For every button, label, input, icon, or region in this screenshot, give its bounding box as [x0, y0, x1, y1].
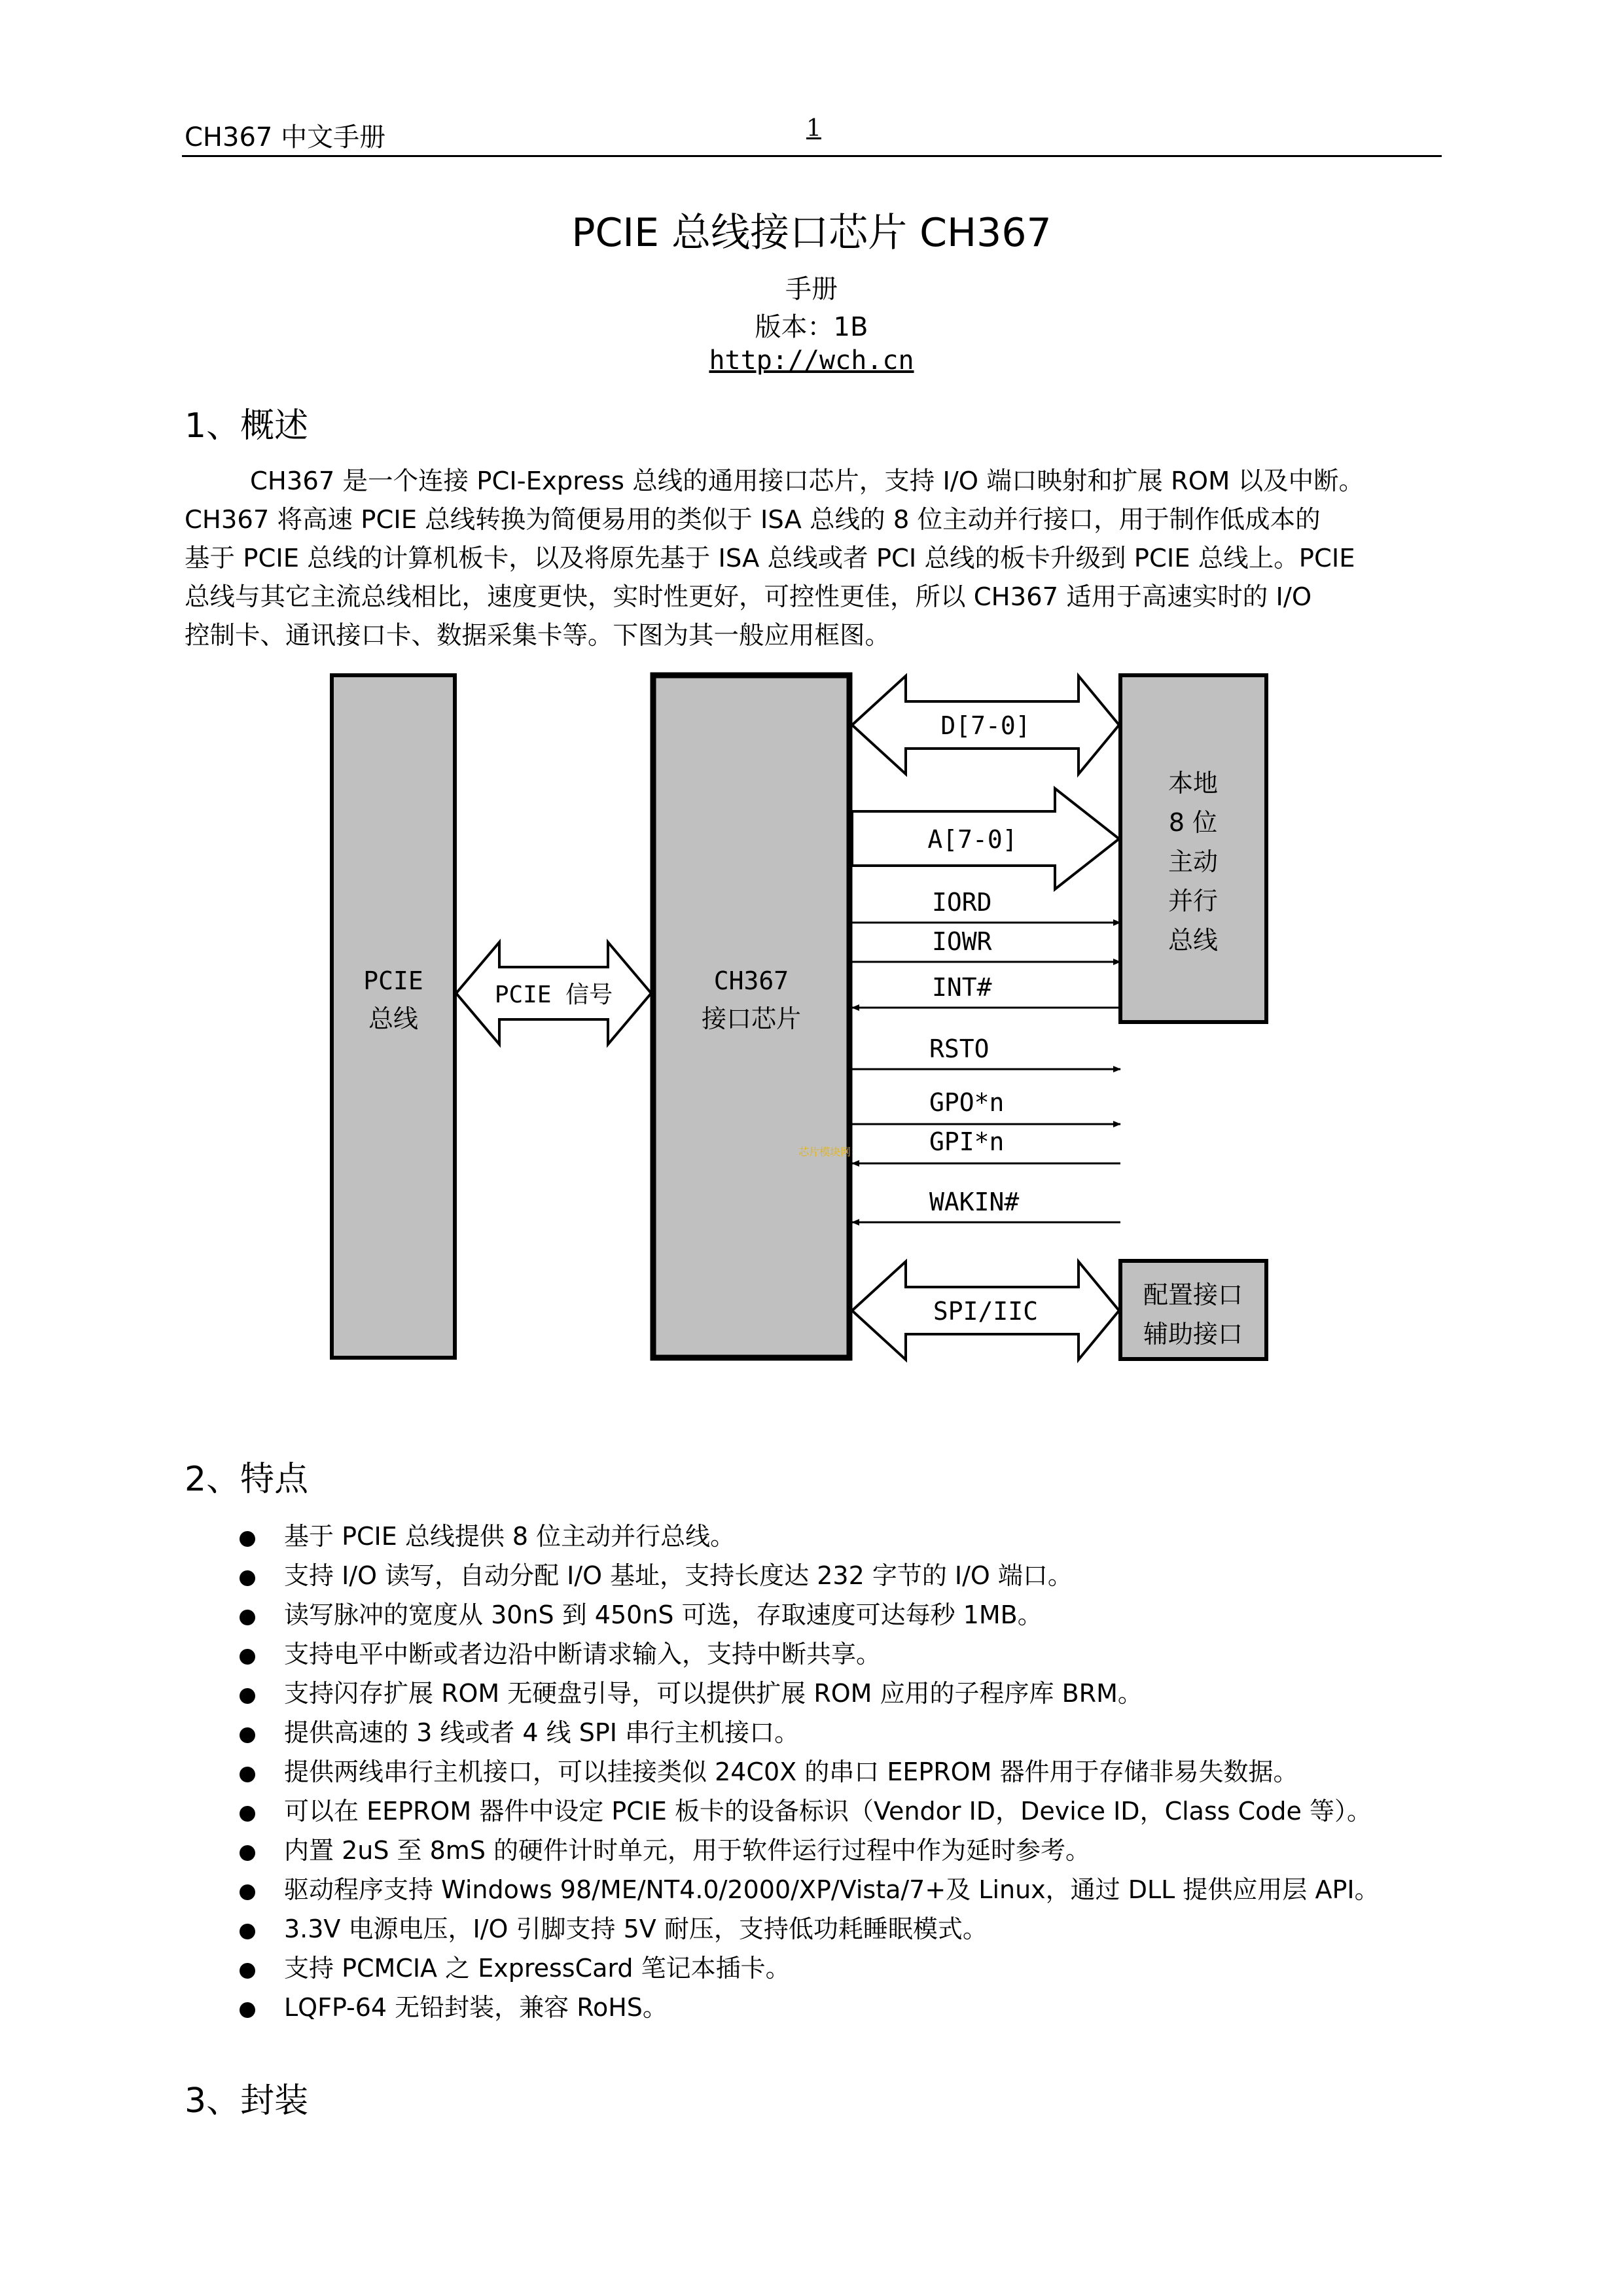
paragraph-line: 基于 PCIE 总线的计算机板卡，以及将原先基于 ISA 总线或者 PCI 总线的板卡升级到 PCIE 总线上。PCIE	[185, 544, 1355, 573]
gpo-label: GPO*n	[929, 1088, 1005, 1117]
paragraph-line: 总线与其它主流总线相比，速度更快，实时性更好，可控性更佳，所以 CH367 适用于高速实时的 I/O	[185, 582, 1312, 612]
feature-item: 驱动程序支持 Windows 98/ME/NT4.0/2000/XP/Vista/7+及 Linux，通过 DLL 提供应用层 API。	[236, 1870, 1380, 1909]
feature-item: 支持 PCMCIA 之 ExpressCard 笔记本插卡。	[236, 1949, 1380, 1988]
section-3-heading: 3、封装	[185, 2081, 309, 2121]
local-bus-label-2: 8 位	[1168, 808, 1218, 837]
bullet-icon	[240, 1727, 255, 1743]
section-2-heading: 2、特点	[185, 1460, 309, 1499]
config-label-1: 配置接口	[1143, 1280, 1243, 1309]
feature-item: 可以在 EEPROM 器件中设定 PCIE 板卡的设备标识（Vendor ID，Device ID，Class Code 等）。	[236, 1792, 1380, 1831]
pcie-bus-label-2: 总线	[368, 1004, 419, 1033]
local-bus-label-1: 本地	[1168, 769, 1219, 798]
local-bus-label-4: 并行	[1168, 887, 1219, 915]
iowr-label: IOWR	[932, 927, 992, 956]
document-title: PCIE 总线接口芯片 CH367	[571, 210, 1052, 256]
gpi-label: GPI*n	[929, 1127, 1005, 1156]
pcie-bus-label-1: PCIE	[363, 966, 423, 995]
feature-item: 支持电平中断或者边沿中断请求输入，支持中断共享。	[236, 1634, 1380, 1674]
rsto-label: RSTO	[929, 1034, 990, 1063]
paragraph-line: CH367 将高速 PCIE 总线转换为简便易用的类似于 ISA 总线的 8 位主动并行接口，用于制作低成本的	[185, 505, 1321, 535]
feature-item: 读写脉冲的宽度从 30nS 到 450nS 可选，存取速度可达每秒 1MB。	[236, 1595, 1380, 1634]
document-version: 版本：1B	[755, 312, 868, 342]
document-subtitle: 手册	[785, 274, 838, 304]
bullet-icon	[240, 1963, 255, 1979]
config-label-2: 辅助接口	[1143, 1320, 1243, 1349]
bullet-icon	[240, 1884, 255, 1900]
bullet-icon	[240, 1845, 255, 1861]
feature-item: LQFP-64 无铅封装，兼容 RoHS。	[236, 1988, 1380, 2027]
data-bus-label: D[7-0]	[940, 711, 1031, 740]
local-bus-label-3: 主动	[1168, 847, 1219, 876]
feature-item: 支持闪存扩展 ROM 无硬盘引导，可以提供扩展 ROM 应用的子程序库 BRM。	[236, 1674, 1380, 1713]
local-bus-label-5: 总线	[1168, 926, 1219, 955]
feature-item: 提供两线串行主机接口，可以挂接类似 24C0X 的串口 EEPROM 器件用于存储非易失数据。	[236, 1752, 1380, 1792]
feature-item: 内置 2uS 至 8mS 的硬件计时单元，用于软件运行过程中作为延时参考。	[236, 1831, 1380, 1870]
bullet-icon	[240, 1531, 255, 1547]
feature-item: 提供高速的 3 线或者 4 线 SPI 串行主机接口。	[236, 1713, 1380, 1752]
bullet-icon	[240, 2002, 255, 2018]
feature-item: 3.3V 电源电压，I/O 引脚支持 5V 耐压，支持低功耗睡眠模式。	[236, 1909, 1380, 1949]
paragraph-line: 控制卡、通讯接口卡、数据采集卡等。下图为其一般应用框图。	[185, 621, 891, 650]
bullet-icon	[240, 1688, 255, 1704]
feature-item: 基于 PCIE 总线提供 8 位主动并行总线。	[236, 1517, 1380, 1556]
chip-label-2: 接口芯片	[701, 1004, 802, 1033]
feature-list	[236, 1517, 1380, 2027]
pcie-signal-label: PCIE 信号	[494, 981, 613, 1008]
bullet-icon	[240, 1924, 255, 1939]
bullet-icon	[240, 1806, 255, 1822]
address-bus-label: A[7-0]	[927, 825, 1018, 854]
bullet-icon	[240, 1610, 255, 1625]
page-number: 1	[806, 115, 821, 142]
bullet-icon	[240, 1767, 255, 1782]
watermark-text: 芯片模块网	[798, 1146, 851, 1158]
document-url-link[interactable]: http://wch.cn	[709, 345, 914, 376]
bullet-icon	[240, 1570, 255, 1586]
wakin-label: WAKIN#	[929, 1188, 1020, 1216]
iord-label: IORD	[932, 888, 992, 917]
spi-iic-label: SPI/IIC	[933, 1297, 1039, 1326]
manual-name: CH367 中文手册	[185, 122, 386, 152]
chip-label-1: CH367	[713, 966, 789, 995]
paragraph-line: CH367 是一个连接 PCI-Express 总线的通用接口芯片，支持 I/O 端口映射和扩展 ROM 以及中断。	[250, 467, 1364, 496]
section-1-heading: 1、概述	[185, 406, 309, 446]
bullet-icon	[240, 1649, 255, 1665]
feature-item: 支持 I/O 读写，自动分配 I/O 基址，支持长度达 232 字节的 I/O 端口。	[236, 1556, 1380, 1595]
int-label: INT#	[932, 973, 992, 1002]
